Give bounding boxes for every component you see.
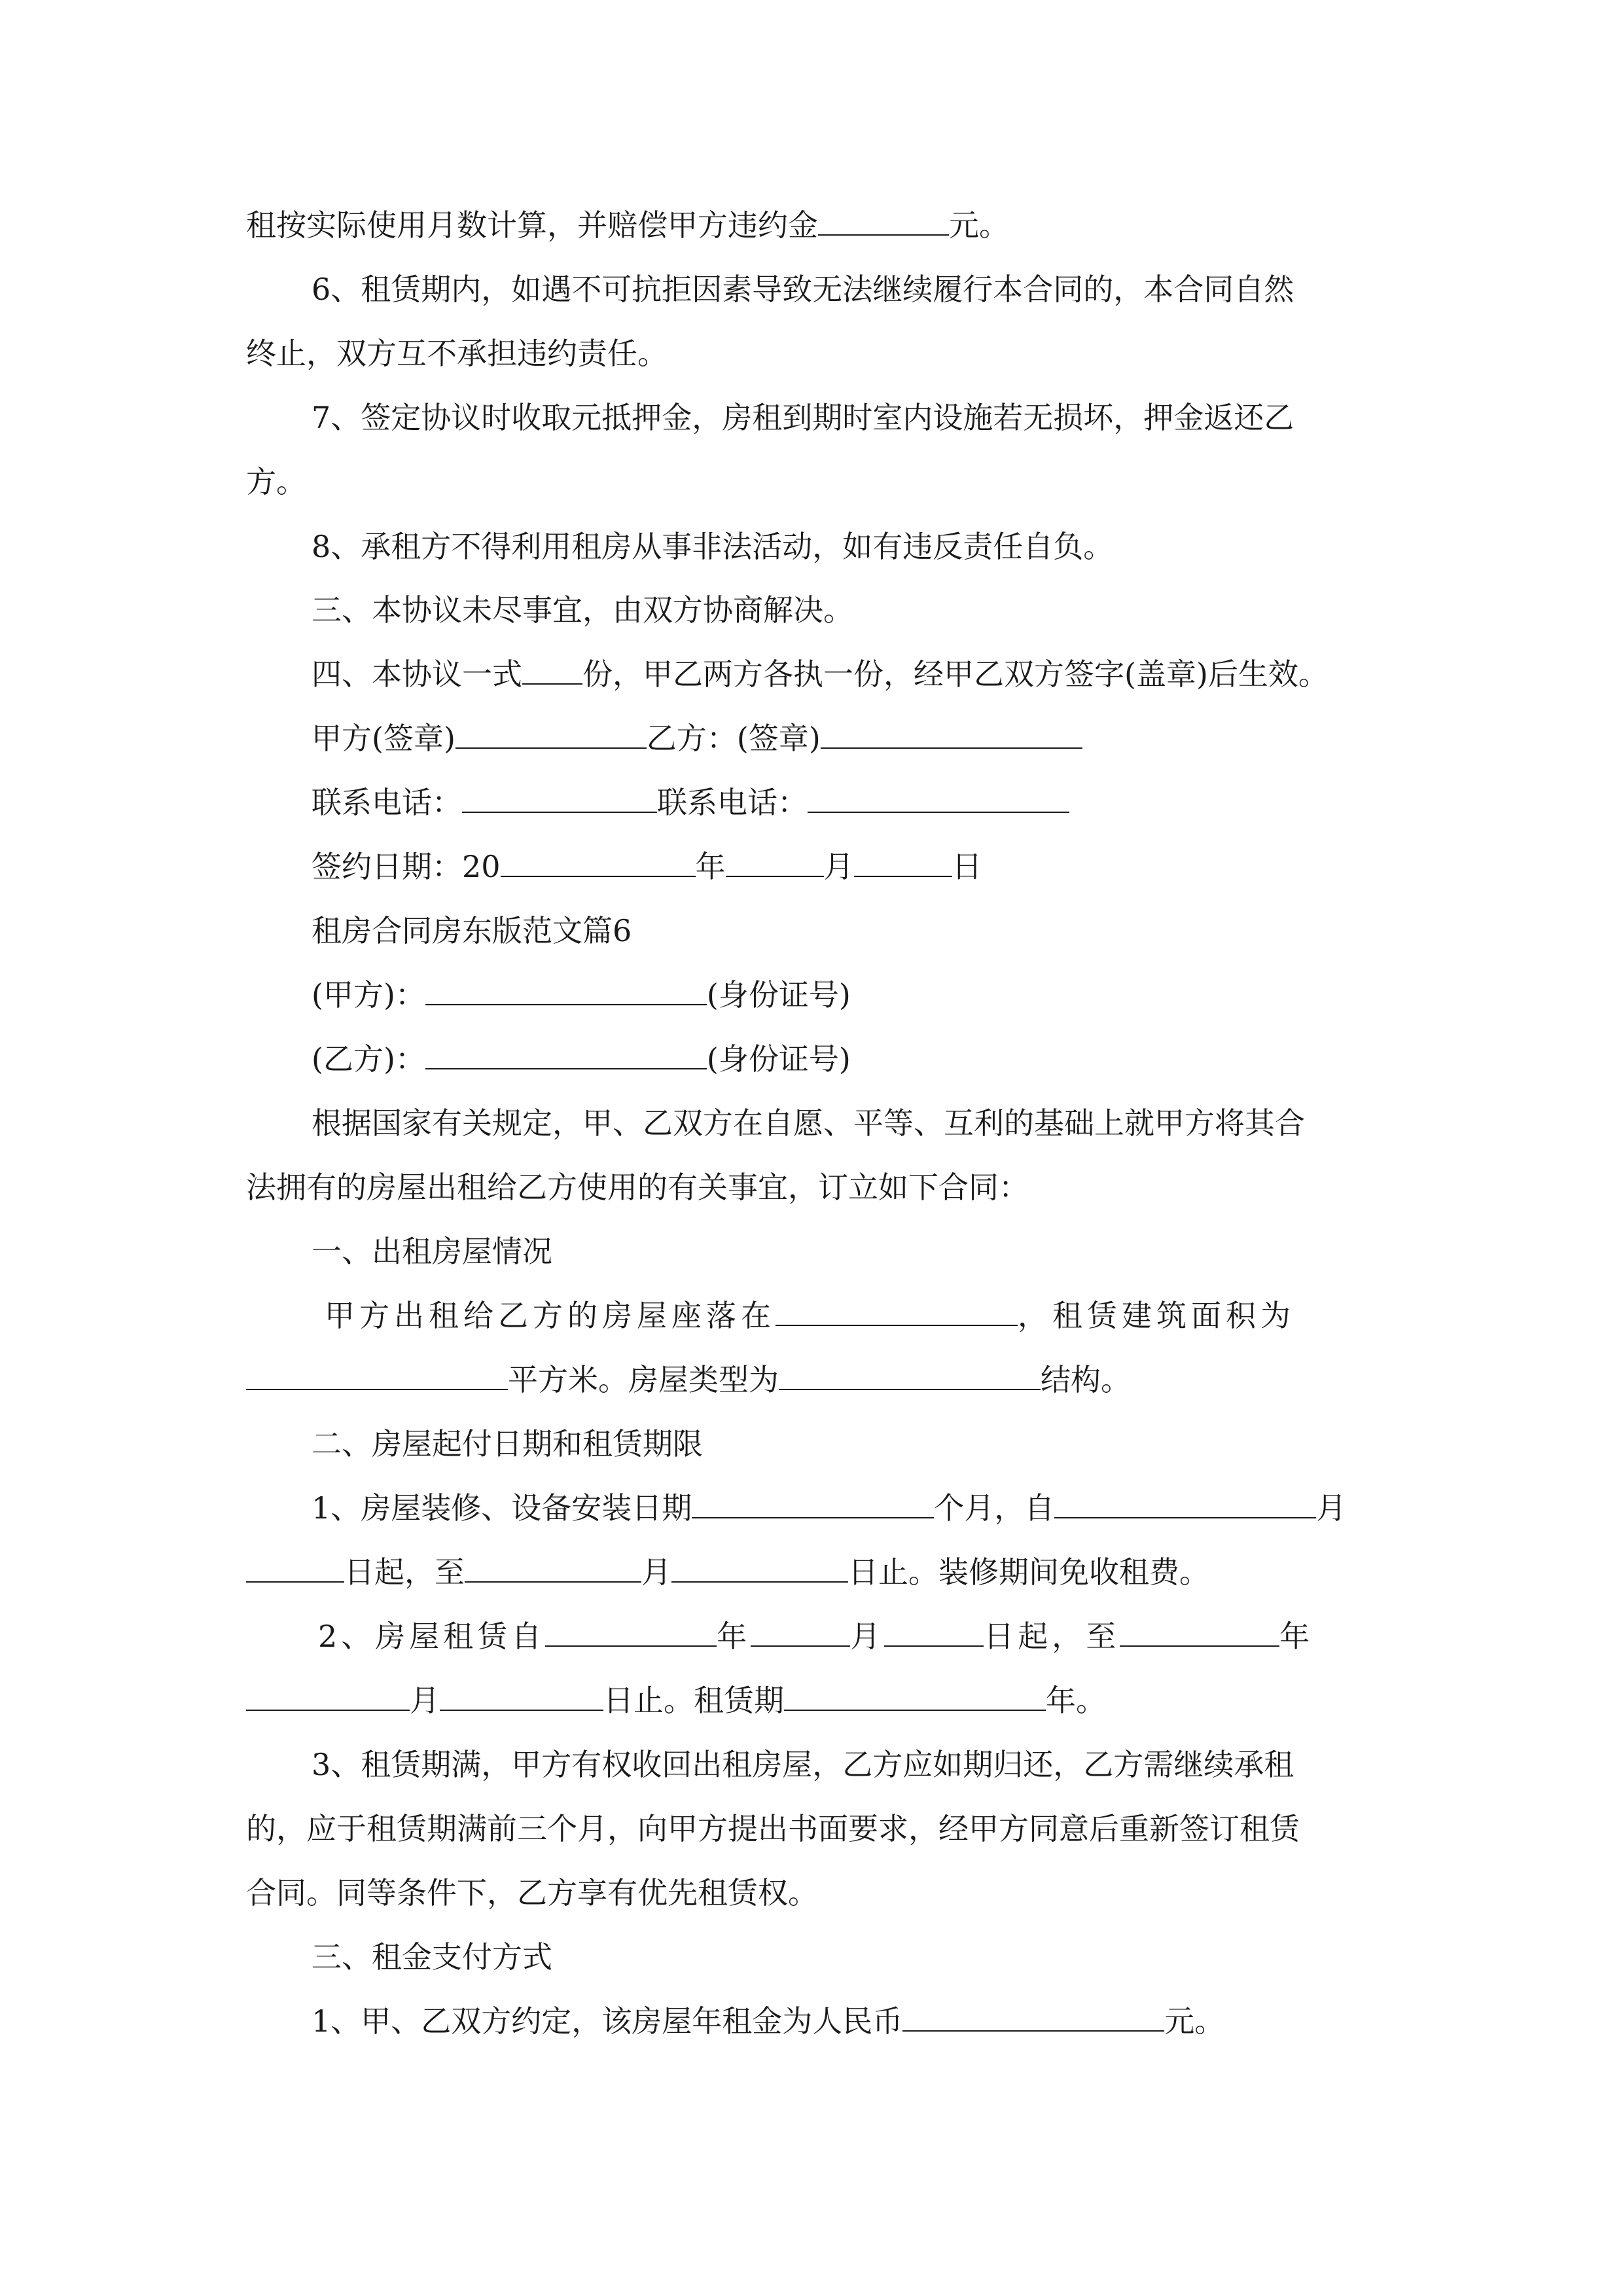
annual-rent-blank[interactable]	[902, 2000, 1164, 2032]
lease-years-blank[interactable]	[784, 1679, 1046, 1711]
party-a-name-blank[interactable]	[425, 974, 707, 1005]
text: 根据国家有关规定，甲、乙双方在自愿、平等、互利的基础上就甲方将其合	[312, 1105, 1305, 1141]
party-b-phone-blank[interactable]	[808, 781, 1069, 813]
text: 二、房屋起付日期和租赁期限	[312, 1426, 703, 1462]
day-blank[interactable]	[854, 846, 952, 877]
text: 日止。装修期间免收租费。	[848, 1554, 1209, 1590]
text: 年	[695, 849, 726, 884]
copies-blank[interactable]	[522, 653, 582, 685]
renovation-period-line-2	[246, 1551, 1209, 1593]
location-blank[interactable]	[776, 1295, 1018, 1326]
text: 租房合同房东版范文篇6	[312, 913, 632, 948]
renewal-clause-line-3	[246, 1872, 818, 1914]
text: 个月，自	[934, 1490, 1055, 1526]
blank-field[interactable]	[818, 204, 949, 236]
renovation-end-day-blank[interactable]	[671, 1551, 848, 1583]
text: 合同。同等条件下，乙方享有优先租赁权。	[246, 1875, 818, 1910]
clause-7-line-1	[312, 397, 1294, 439]
text: (乙方)：	[312, 1041, 425, 1077]
text: 日起，至	[984, 1619, 1120, 1654]
text: 的，应于租赁期满前三个月，向甲方提出书面要求，经甲方同意后重新签订租赁	[246, 1811, 1300, 1846]
text: 年。	[1046, 1683, 1106, 1718]
party-a-phone-label: 联系电话：	[312, 785, 462, 820]
text: (甲方)：	[312, 977, 425, 1013]
area-blank[interactable]	[246, 1359, 508, 1390]
text: 三、租金支付方式	[312, 1939, 552, 1975]
text: 甲方出租给乙方的房屋座落在	[325, 1298, 776, 1333]
text: 元。	[1164, 2003, 1225, 2039]
party-a-signature-label: 甲方(签章)	[312, 721, 455, 756]
text: 7、签定协议时收取元抵押金，房租到期时室内设施若无损坏，押金返还乙	[312, 400, 1294, 435]
text: 2、房屋租赁自	[318, 1619, 546, 1654]
lease-end-day-blank[interactable]	[440, 1679, 603, 1711]
party-a-phone-blank[interactable]	[462, 781, 657, 813]
text: (身份证号)	[706, 1041, 851, 1077]
text: 四、本协议一式	[312, 656, 522, 692]
lease-start-day-blank[interactable]	[884, 1615, 984, 1647]
section-4-copies	[312, 653, 1329, 695]
text: 月	[1316, 1490, 1347, 1526]
text: 一、出租房屋情况	[312, 1234, 552, 1269]
document-heading	[312, 910, 632, 952]
renovation-months-blank[interactable]	[692, 1487, 934, 1518]
party-b-phone-label: 联系电话：	[657, 785, 808, 820]
preamble-line-2	[246, 1166, 1029, 1208]
lease-end-year-blank[interactable]	[1120, 1615, 1279, 1647]
party-b-line	[312, 1038, 851, 1080]
renewal-clause-line-1	[312, 1744, 1294, 1785]
text: 签约日期：20	[312, 849, 501, 884]
lease-end-month-blank[interactable]	[246, 1679, 410, 1711]
text: 年	[717, 1619, 751, 1654]
lease-period-line-1	[318, 1615, 1313, 1657]
text: 方。	[246, 464, 306, 499]
text: 法拥有的房屋出租给乙方使用的有关事宜，订立如下合同：	[246, 1170, 1029, 1205]
party-a-line	[312, 974, 851, 1016]
text: 8、承租方不得利用租房从事非法活动，如有违反责任自负。	[312, 529, 1114, 564]
text: 月	[823, 849, 854, 884]
sign-date-line	[312, 846, 982, 888]
year-blank[interactable]	[501, 846, 696, 877]
text: 年	[1279, 1619, 1314, 1654]
clause-6-line-2	[246, 332, 668, 374]
text: 1、房屋装修、设备安装日期	[312, 1490, 692, 1526]
section-3-note	[312, 589, 853, 631]
renovation-end-month-blank[interactable]	[465, 1551, 641, 1583]
text: 月	[850, 1619, 885, 1654]
text: 3、租赁期满，甲方有权收回出租房屋，乙方应如期归还，乙方需继续承租	[312, 1747, 1294, 1782]
text: 租按实际使用月数计算，并赔偿甲方违约金	[246, 207, 818, 243]
property-area-line	[246, 1359, 1131, 1401]
clause-7-line-2	[246, 461, 306, 503]
renovation-start-month-blank[interactable]	[1054, 1487, 1316, 1518]
clause-8	[312, 526, 1113, 567]
month-blank[interactable]	[726, 846, 824, 877]
section-1-heading	[312, 1230, 552, 1272]
text: 日止。租赁期	[603, 1683, 784, 1718]
party-b-signature-label: 乙方：(签章)	[646, 721, 821, 756]
text: 日	[952, 849, 982, 884]
renovation-start-day-blank[interactable]	[246, 1551, 344, 1583]
text: 份，甲乙两方各执一份，经甲乙双方签字(盖章)后生效。	[582, 656, 1329, 692]
party-a-signature-blank[interactable]	[455, 717, 647, 749]
section-3-heading	[312, 1936, 552, 1978]
text: 月	[641, 1554, 671, 1590]
renovation-period-line-1	[312, 1487, 1346, 1529]
structure-type-blank[interactable]	[779, 1359, 1041, 1390]
text: ，租赁建筑面积为	[1018, 1298, 1295, 1333]
phone-line	[312, 781, 1069, 823]
text: 结构。	[1041, 1362, 1131, 1397]
text: 终止，双方互不承担违约责任。	[246, 336, 668, 371]
text: (身份证号)	[706, 977, 851, 1013]
lease-start-year-blank[interactable]	[545, 1615, 717, 1647]
signature-line	[312, 717, 1082, 759]
party-b-signature-blank[interactable]	[821, 717, 1082, 749]
text: 月	[410, 1683, 440, 1718]
preamble-line-1	[312, 1102, 1305, 1144]
section-2-heading	[312, 1423, 703, 1465]
annual-rent-line	[312, 2000, 1224, 2042]
clause-penalty-line	[246, 204, 1009, 246]
lease-start-month-blank[interactable]	[751, 1615, 850, 1647]
party-b-name-blank[interactable]	[425, 1038, 707, 1069]
property-location-line	[325, 1295, 1295, 1336]
renewal-clause-line-2	[246, 1808, 1300, 1850]
text: 1、甲、乙双方约定，该房屋年租金为人民币	[312, 2003, 903, 2039]
text: 三、本协议未尽事宜，由双方协商解决。	[312, 592, 853, 628]
text: 日起，至	[344, 1554, 465, 1590]
clause-6-line-1	[312, 268, 1294, 310]
text: 平方米。房屋类型为	[508, 1362, 779, 1397]
lease-period-line-2	[246, 1679, 1106, 1721]
text: 元。	[949, 207, 1009, 243]
text: 6、租赁期内，如遇不可抗拒因素导致无法继续履行本合同的，本合同自然	[312, 272, 1294, 307]
